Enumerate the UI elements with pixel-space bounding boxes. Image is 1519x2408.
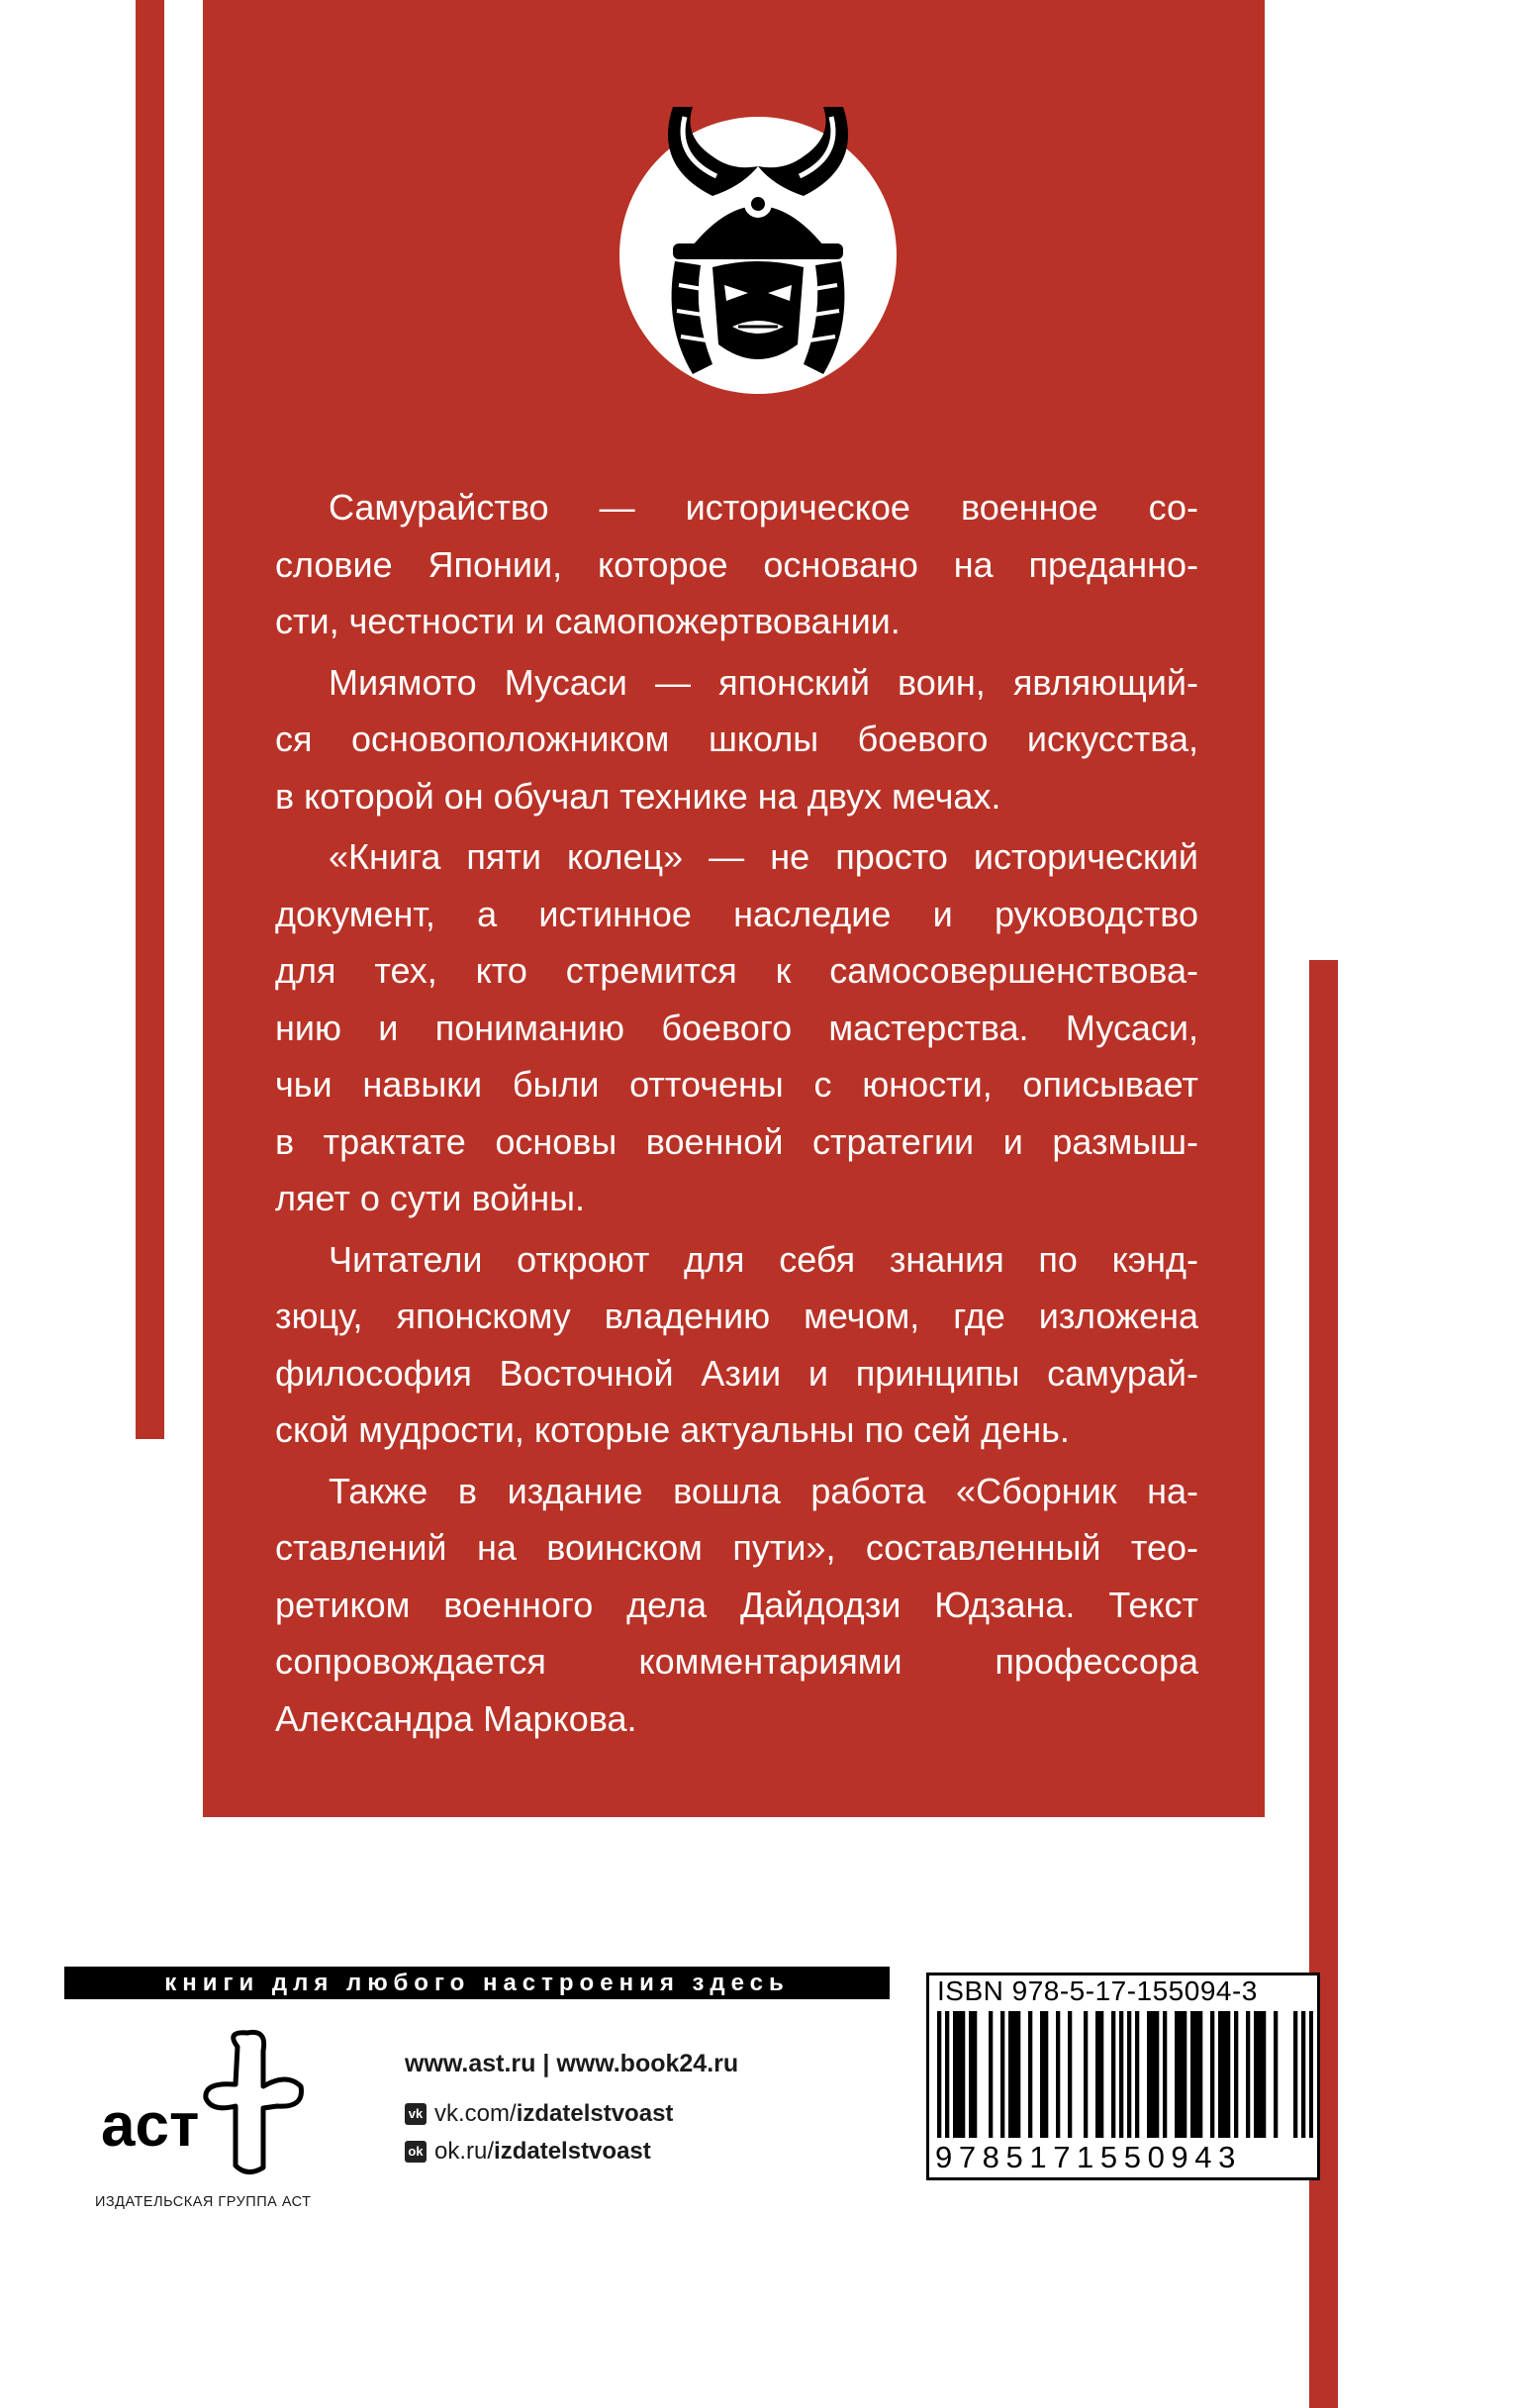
barcode-bar xyxy=(957,2011,961,2138)
ean-digits: 9785171550943 xyxy=(935,2140,1242,2174)
barcode-bar xyxy=(1194,2011,1198,2138)
barcode-bar xyxy=(937,2011,941,2138)
social-link-handle: izdatelstvoast xyxy=(516,2100,674,2127)
barcode-bar xyxy=(1099,2011,1103,2138)
description-line: документ, а истинное наследие и руководство xyxy=(275,893,1198,934)
book-description xyxy=(275,479,1198,1751)
barcode-bar xyxy=(1044,2011,1048,2138)
logo-wordmark: аст xyxy=(101,2091,200,2160)
barcode-bar xyxy=(1179,2011,1183,2138)
right-stripe xyxy=(1309,960,1338,2408)
description-line: «Книга пяти колец» — не просто исторический xyxy=(329,836,1198,877)
description-line: Самурайство — историческое военное со- xyxy=(329,487,1198,528)
barcode-bar xyxy=(945,2011,949,2138)
barcode-bar xyxy=(1008,2011,1012,2138)
description-line: ретиком военного дела Дайдодзи Юдзана. Текст xyxy=(275,1584,1198,1625)
barcode-bar xyxy=(953,2011,957,2138)
description-paragraph xyxy=(275,1231,1198,1459)
publisher-links xyxy=(405,2050,738,2170)
description-paragraph xyxy=(275,654,1198,825)
barcode-bar xyxy=(1095,2011,1099,2138)
barcode-bar xyxy=(1226,2011,1230,2138)
description-line: сопровождается комментариями профессора xyxy=(275,1641,1198,1682)
barcode-bar xyxy=(1198,2011,1202,2138)
barcode-bar xyxy=(1068,2011,1072,2138)
barcode-bar xyxy=(1040,2011,1044,2138)
left-stripe xyxy=(136,0,164,1439)
barcode-bar xyxy=(1127,2011,1131,2138)
description-line: Читатели откроют для себя знания по кэнд- xyxy=(329,1238,1198,1280)
social-link-domain: ok.ru/ xyxy=(434,2138,495,2165)
social-link[interactable] xyxy=(405,2133,738,2170)
barcode-bar xyxy=(1293,2011,1297,2138)
description-paragraph xyxy=(275,479,1198,650)
barcode-bar xyxy=(1175,2011,1179,2138)
odnoklassniki-icon: ok xyxy=(405,2141,427,2163)
barcode-bar xyxy=(1234,2011,1238,2138)
description-line: Также в издание вошла работа «Сборник на- xyxy=(329,1470,1198,1511)
barcode-bar xyxy=(1301,2011,1305,2138)
barcode-bar xyxy=(1119,2011,1123,2138)
barcode-bar xyxy=(1016,2011,1020,2138)
barcode-bar xyxy=(1262,2011,1266,2138)
description-line: нию и пониманию боевого мастерства. Мусаси, xyxy=(275,1007,1198,1048)
vk-icon: vk xyxy=(405,2103,427,2125)
barcode-bar xyxy=(1155,2011,1159,2138)
description-paragraph xyxy=(275,1463,1198,1748)
description-line: ляет о сути войны. xyxy=(275,1178,586,1218)
barcode-bar xyxy=(1274,2011,1278,2138)
isbn-barcode-box xyxy=(926,1973,1320,2180)
barcode-bar xyxy=(1246,2011,1250,2138)
publisher-name: ИЗДАТЕЛЬСКАЯ ГРУППА АСТ xyxy=(95,2194,312,2210)
barcode-bar xyxy=(1084,2011,1088,2138)
barcode-bar xyxy=(1151,2011,1155,2138)
barcode-bar xyxy=(1111,2011,1115,2138)
social-link-domain: vk.com/ xyxy=(434,2100,517,2127)
ean13-barcode xyxy=(937,2011,1313,2138)
description-line: Миямото Мусаси — японский воин, являющий- xyxy=(329,661,1198,703)
barcode-bar xyxy=(1028,2011,1032,2138)
barcode-bar xyxy=(1190,2011,1194,2138)
isbn-number: ISBN 978-5-17-155094-3 xyxy=(937,1975,1258,2006)
barcode-bar xyxy=(1258,2011,1262,2138)
barcode-bar xyxy=(1309,2011,1313,2138)
barcode-bar xyxy=(1210,2011,1214,2138)
barcode-bar xyxy=(1222,2011,1226,2138)
description-line: чьи навыки были отточены с юности, описывает xyxy=(275,1064,1198,1105)
social-links xyxy=(405,2095,738,2170)
description-line: философия Восточной Азии и принципы самурай- xyxy=(275,1352,1198,1394)
description-line: ся основоположником школы боевого искусства, xyxy=(275,719,1198,759)
samurai-helmet-icon xyxy=(614,77,902,394)
description-line: для тех, кто стремится к самосовершенствова- xyxy=(275,950,1198,991)
barcode-bar xyxy=(1056,2011,1060,2138)
description-line: ставлений на воинском пути», составленный тео- xyxy=(275,1527,1198,1568)
description-line: в которой он обучал технике на двух мечах. xyxy=(275,775,1001,817)
ast-publisher-logo xyxy=(89,2029,307,2177)
barcode-bar xyxy=(1012,2011,1016,2138)
description-line: зюцу, японскому владению мечом, где изложена xyxy=(275,1296,1198,1336)
barcode-bar xyxy=(1163,2011,1167,2138)
barcode-bar xyxy=(1147,2011,1151,2138)
description-line: ской мудрости, которые актуальны по сей день. xyxy=(275,1409,1070,1450)
description-paragraph xyxy=(275,828,1198,1227)
tagline-banner: книги для любого настроения здесь xyxy=(64,1967,890,1999)
barcode-bar xyxy=(1254,2011,1258,2138)
social-link[interactable] xyxy=(405,2095,738,2133)
barcode-bar xyxy=(973,2011,977,2138)
barcode-bar xyxy=(1000,2011,1004,2138)
social-link-handle: izdatelstvoast xyxy=(494,2138,651,2165)
description-line: словие Японии, которое основано на преданно- xyxy=(275,543,1198,585)
description-line: в трактате основы военной стратегии и размыш- xyxy=(275,1120,1198,1162)
description-line: Александра Маркова. xyxy=(275,1697,637,1739)
barcode-bar xyxy=(989,2011,993,2138)
barcode-bar xyxy=(1135,2011,1139,2138)
description-line: сти, честности и самопожертвовании. xyxy=(275,601,901,641)
barcode-bar xyxy=(1218,2011,1222,2138)
barcode-bar xyxy=(1183,2011,1187,2138)
barcode-bar xyxy=(969,2011,973,2138)
website-links[interactable]: www.ast.ru | www.book24.ru xyxy=(405,2050,739,2077)
barcode-bar xyxy=(961,2011,965,2138)
